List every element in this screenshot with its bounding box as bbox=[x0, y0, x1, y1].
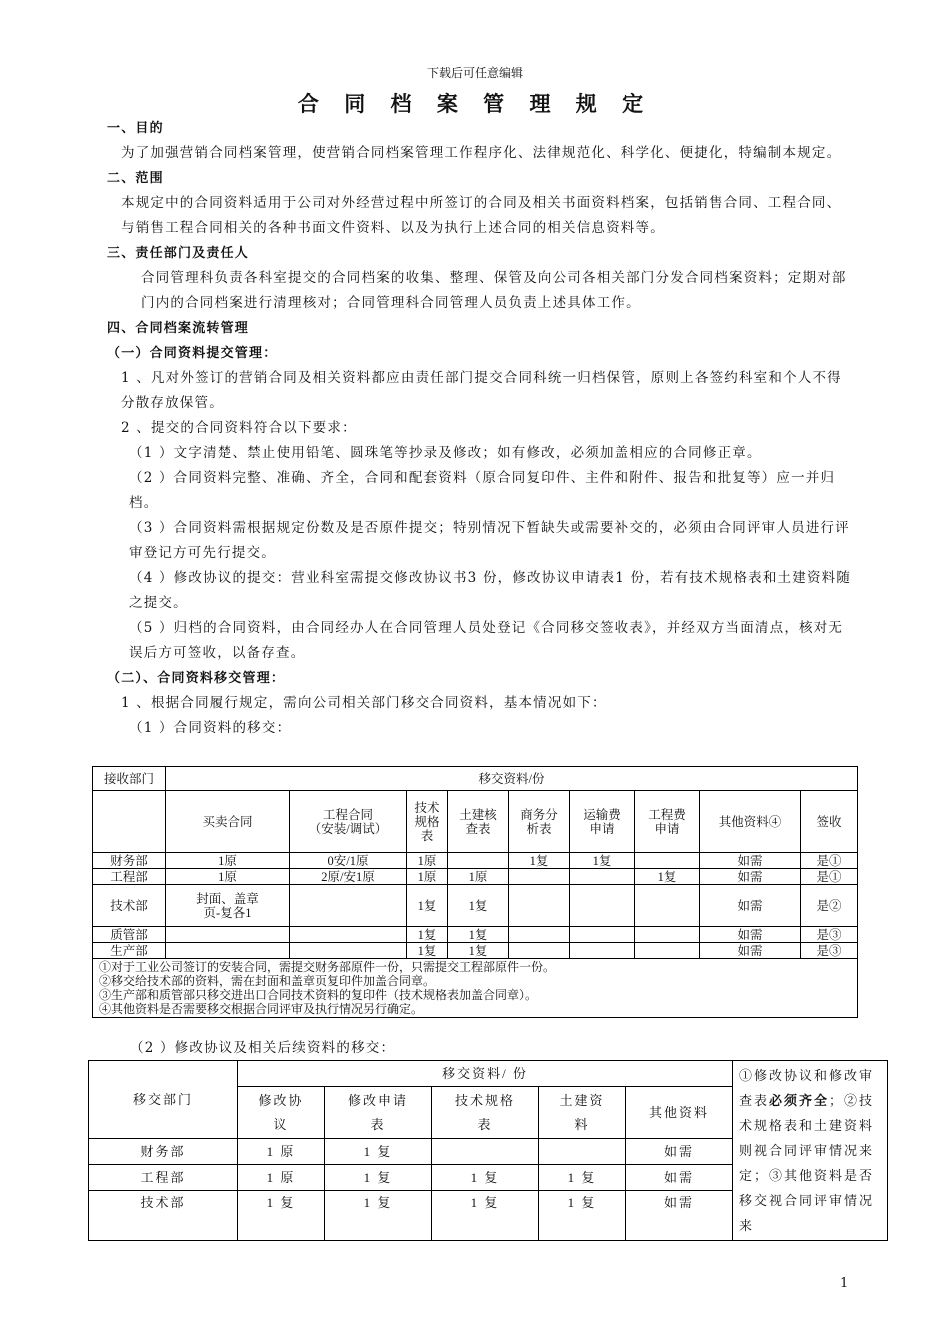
page-number: 1 bbox=[840, 1276, 849, 1291]
table-row: 工程部 1原 2原/安1原 1原 1原 1复 如需 是① bbox=[93, 869, 858, 885]
column-header: 修改申请 表 bbox=[325, 1087, 432, 1139]
column-header: 运输费 申请 bbox=[570, 791, 635, 853]
paragraph: （1 ）文字清楚、禁止使用铅笔、圆珠笔等抄录及修改；如有修改，必须加盖相应的合同修正章。 bbox=[129, 445, 762, 461]
header-note: 下载后可任意编辑 bbox=[426, 66, 523, 80]
column-header: 其他资料 bbox=[626, 1087, 733, 1139]
side-note: ①修改协议和修改审查表必须齐全；②技术规格表和土建资料则视合同评审情况来定；③其他资料是否移交视合同评审情况来 bbox=[733, 1061, 888, 1241]
paragraph: （3 ）合同资料需根据规定份数及是否原件提交；特别情况下暂缺失或需要补交的，必须由合同评审人员进行评审登记方可先行提交。 bbox=[129, 520, 850, 561]
section-heading: 三、责任部门及责任人 bbox=[107, 246, 250, 261]
column-header: 签收 bbox=[801, 791, 858, 853]
table-note: ③生产部和质管部只移交进出口合同技术资料的复印件（技术规格表加盖合同章）。 bbox=[99, 988, 538, 1002]
paragraph: 1 、凡对外签订的营销合同及相关资料都应由责任部门提交合同科统一归档保管，原则上各签约科室和个人不得分散存放保管。 bbox=[121, 370, 842, 411]
column-header: 商务分 析表 bbox=[509, 791, 570, 853]
column-header: 买卖合同 bbox=[166, 791, 290, 853]
paragraph: 本规定中的合同资料适用于公司对外经营过程中所签订的合同及相关书面资料档案，包括销售合同、工程合同、与销售工程合同相关的各种书面文件资料、以及为执行上述合同的相关信息资料等。 bbox=[121, 195, 842, 236]
column-header: 工程费 申请 bbox=[635, 791, 700, 853]
paragraph: 2 、提交的合同资料符合以下要求： bbox=[121, 420, 357, 436]
paragraph: 1 、根据合同履行规定，需向公司相关部门移交合同资料，基本情况如下： bbox=[121, 695, 607, 711]
section-heading: 一、目的 bbox=[107, 121, 164, 136]
subsection-heading: （二）、合同资料移交管理： bbox=[107, 671, 286, 686]
paragraph: （1 ）合同资料的移交： bbox=[129, 720, 292, 736]
table-corner: 移交部门 bbox=[89, 1061, 238, 1139]
transfer-table-amendment bbox=[88, 1060, 888, 1241]
table-note: ④其他资料是否需要移交根据合同评审及执行情况另行确定。 bbox=[99, 1002, 424, 1016]
column-header: 技术 规格 表 bbox=[407, 791, 448, 853]
section-heading: 四、合同档案流转管理 bbox=[107, 321, 250, 336]
column-header: 技术规格 表 bbox=[432, 1087, 539, 1139]
column-header: 修改协 议 bbox=[238, 1087, 325, 1139]
table-row: 技术部 封面、盖章 页-复各1 1复 1复 如需 是② bbox=[93, 885, 858, 927]
column-header: 工程合同 （安装/调试） bbox=[290, 791, 407, 853]
table-notes-row bbox=[93, 959, 858, 1018]
table-corner: 接收部门 bbox=[93, 767, 166, 791]
paragraph: （5 ）归档的合同资料，由合同经办人在合同管理人员处登记《合同移交签收表》，并经双方当面清点，核对无误后方可签收，以备存查。 bbox=[129, 620, 844, 661]
table-note: ①对于工业公司签订的安装合同，需提交财务部原件一份，只需提交工程部原件一份。 bbox=[99, 960, 556, 974]
table-row: 质管部 1复 1复 如需 是③ bbox=[93, 927, 858, 943]
table-note: ②移交给技术部的资料，需在封面和盖章页复印件加盖合同章。 bbox=[99, 974, 436, 988]
table-row: 财务部 1 原 1 复 如需 bbox=[89, 1139, 888, 1165]
column-header: 土建资 料 bbox=[539, 1087, 626, 1139]
document-title: 合 同 档 案 管 理 规 定 bbox=[297, 91, 653, 116]
column-header: 其他资料④ bbox=[700, 791, 801, 853]
document-body bbox=[107, 116, 852, 741]
paragraph: 合同管理科负责各科室提交的合同档案的收集、整理、保管及向公司各相关部门分发合同档案资料；定期对部门内的合同档案进行清理核对；合同管理科合同管理人员负责上述具体工作。 bbox=[141, 270, 847, 311]
table-group-header: 移交资料/份 bbox=[166, 767, 858, 791]
table-row: 技术部 1 复 1 复 1 复 1 复 如需 bbox=[89, 1191, 888, 1241]
paragraph: 为了加强营销合同档案管理，使营销合同档案管理工作程序化、法律规范化、科学化、便捷化，特编制本规定。 bbox=[121, 145, 842, 161]
paragraph: （2 ）合同资料完整、准确、齐全，合同和配套资料（原合同复印件、主件和附件、报告和批复等）应一并归档。 bbox=[129, 470, 836, 511]
subsection-heading: （一）合同资料提交管理： bbox=[107, 346, 278, 361]
section-heading: 二、范围 bbox=[107, 171, 164, 186]
column-header: 土建核 查表 bbox=[448, 791, 509, 853]
transfer-table-contract bbox=[92, 766, 858, 1018]
paragraph: （4 ）修改协议的提交：营业科室需提交修改协议书3 份，修改协议申请表1 份，若有技术规格表和土建资料随之提交。 bbox=[129, 570, 852, 611]
table-row: 财务部 1原 0安/1原 1原 1复 1复 如需 是① bbox=[93, 853, 858, 869]
table-row: 工程部 1 原 1 复 1 复 1 复 如需 bbox=[89, 1165, 888, 1191]
table-group-header: 移交资料/ 份 bbox=[238, 1061, 733, 1087]
table-row: 生产部 1复 1复 如需 是③ bbox=[93, 943, 858, 959]
table-header-row bbox=[93, 791, 858, 853]
table-caption: （2 ）修改协议及相关后续资料的移交： bbox=[130, 1040, 396, 1056]
